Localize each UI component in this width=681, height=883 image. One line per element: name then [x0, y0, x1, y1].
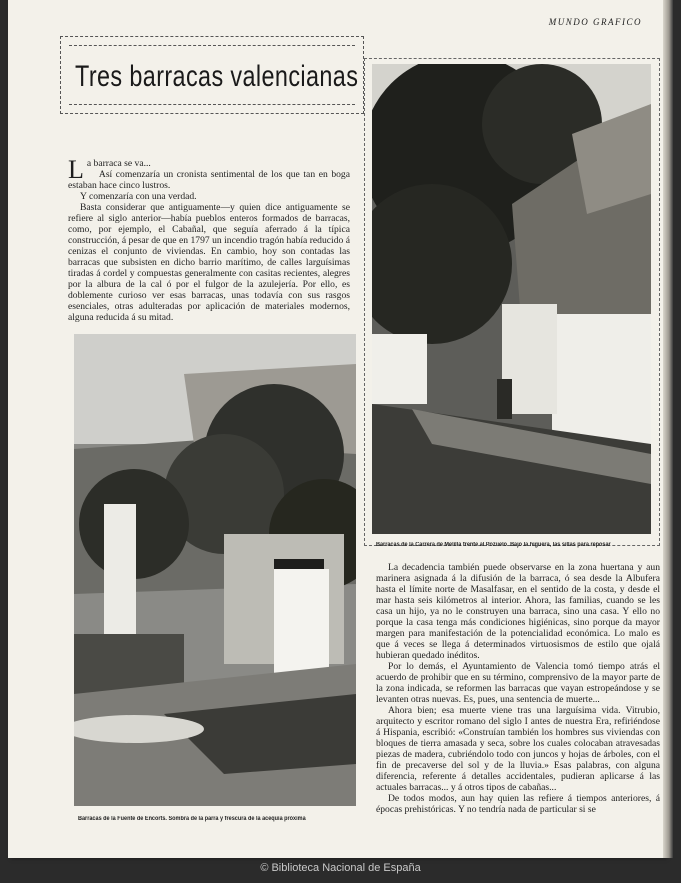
paragraph: La decadencia también puede observarse en la zona huertana y aun marinera asignada á la difusión de la barraca, ó sea desde la Albufera hasta el límite norte de Masalfasar, en el sentido de la costa, y desde el mar hasta seis kilómetros al interior. Ahora, las familias, cuando se les casa un hijo, ya no le construyen una barraca, sino una casa. Y ello no porque la casa tenga más condiciones higiénicas, sino porque da mayor margen para manifestación de la potencialidad económica. Lo malo es que á veces se llega á determinados virtuosismos de estilo que ojalá hubieran quedado inéditos. [376, 562, 660, 661]
text-column-right [376, 562, 660, 815]
article-title: Tres barracas valencianas [75, 60, 359, 93]
magazine-page [8, 0, 664, 858]
running-head: MUNDO GRAFICO [548, 17, 642, 27]
drop-cap: L [68, 155, 84, 184]
text-column-left [68, 155, 350, 323]
photo-caption-left: Barracas de la Fuente de Encorts. Sombra de la parra y frescura de la acequia próxima [78, 816, 306, 822]
title-box [60, 36, 364, 114]
paragraph: Ahora bien; esa muerte viene tras una larguísima vida. Vitrubio, arquitecto y escritor romano del siglo I antes de nuestra Era, refiriéndose á Hispania, escribió: «Construían también los hombres sus viviendas con bloques de tierra amasada y seca, sobre los cuales colocaban atravesadas piezas de madera, cubriéndolo todo con juncos y hojas de árboles, con el fin de precaverse del sol y de la lluvia.» Esas palabras, con alguna diferencia, referente á detalles accidentales, pudieran aplicarse á las actuales barracas... y á otros tipos de cabañas... [376, 705, 660, 793]
paragraph: Por lo demás, el Ayuntamiento de Valencia tomó tiempo atrás el acuerdo de prohibir que en su término, comprensivo de la mayor parte de la zona indicada, se reformen las barracas que vayan estropeándose y se levanten otras nuevas. Es, pues, una sentencia de muerte... [376, 661, 660, 705]
photo-barracas-carrera-melilla [372, 64, 651, 534]
paragraph: Y comenzaría con una verdad. [80, 191, 197, 202]
paragraph: Basta considerar que antiguamente—y quien dice antiguamente se refiere al siglo anterior—había pueblos enteros formados de barracas, como, por ejemplo, el Cabañal, que seguía aferrado á la típica construcción, á pesar de que en 1797 un incendio tragón había reducido á cenizas el conjunto de viviendas. En cambio, hoy son contadas las barracas que subsisten en dicho barrio marítimo, de calles larguísimas tiradas á cordel y compuestas generalmente con casitas recientes, alegres por la albura de la cal ó por el fulgor de la azulejería. Por ello, es doblemente curioso ver esas barracas, unas todavía con sus rasgos esenciales, otras adulteradas por aplicación de materiales modernos, alguna reducida á su mitad. [68, 202, 350, 323]
photo-caption-right: Barracas de la Carrera de Melilla frente al Pozuelo. Bajo la higuera, las sillas para reposar [376, 542, 611, 548]
paragraph-text: a barraca se va... [86, 158, 151, 169]
library-credit: © Biblioteca Nacional de España [260, 862, 421, 874]
photo-barracas-fuente-encorts [74, 334, 356, 806]
page-edge-shadow [663, 0, 673, 858]
paragraph: Así comenzaría un cronista sentimental de los que tan en boga estaban hace cinco lustros. [68, 169, 350, 191]
paragraph: De todos modos, aun hay quien las refiere á tiempos anteriores, á épocas prehistóricas. Y no tendría nada de particular si se [376, 793, 660, 815]
